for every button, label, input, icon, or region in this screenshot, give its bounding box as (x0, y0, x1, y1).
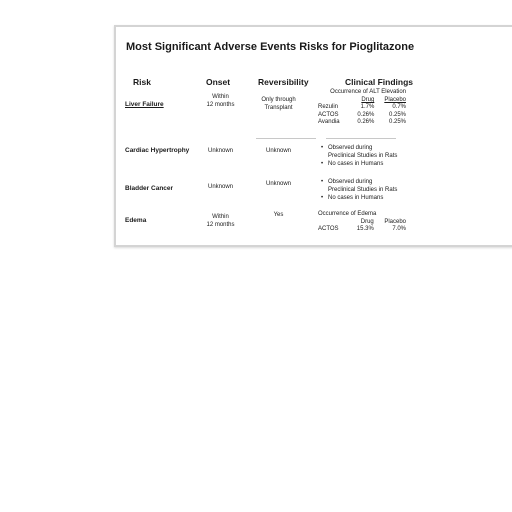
findings-caption: Occurrence of ALT Elevation (330, 89, 406, 95)
findings-table (318, 97, 406, 127)
header-onset: Onset (206, 77, 231, 87)
risk-edema: Edema (125, 217, 147, 224)
placebo-value: 7.0% (392, 226, 406, 233)
reversibility-bladder-cancer: Unknown (265, 181, 291, 187)
row-divider (326, 138, 396, 139)
reversibility-edema: Yes (273, 212, 284, 218)
drug-value: 15.3% (356, 226, 374, 233)
header-reversibility: Reversibility (258, 77, 309, 87)
findings-table (318, 219, 406, 234)
row-label: Avandia (318, 119, 340, 126)
header-risk: Risk (133, 77, 151, 87)
column-header: Drug (360, 218, 374, 225)
drug-value: 0.26% (357, 111, 375, 118)
onset-cardiac-hypertrophy: Unknown (207, 148, 233, 154)
placebo-value: 0.25% (388, 111, 406, 118)
placebo-value: 0.25% (388, 119, 406, 126)
risk-cardiac-hypertrophy: Cardiac Hypertrophy (125, 147, 190, 154)
risk-liver-failure: Liver Failure (125, 101, 164, 108)
slide (114, 25, 512, 247)
findings-edema (318, 211, 406, 234)
findings-bullets (321, 179, 409, 202)
bullet-item: • Observed during Preclinical Studies in Rats (321, 145, 409, 161)
bullet-item: • No cases in Humans (321, 161, 409, 169)
risk-bladder-cancer: Bladder Cancer (125, 185, 174, 192)
table-row (318, 112, 406, 120)
table-row (318, 226, 406, 234)
column-header: Placebo (384, 96, 406, 103)
column-header: Placebo (384, 218, 406, 225)
onset-bladder-cancer: Unknown (207, 184, 233, 190)
row-label: Rezulin (318, 104, 339, 111)
findings-caption: Occurrence of Edema (318, 211, 377, 217)
onset-liver-failure: Within 12 months (206, 94, 235, 108)
findings-cardiac-hypertrophy (321, 145, 409, 168)
drug-value: 0.26% (357, 119, 375, 126)
reversibility-cardiac-hypertrophy: Unknown (265, 148, 291, 154)
bullet-item: • Observed during Preclinical Studies in Rats (321, 179, 409, 195)
findings-bullets (321, 145, 409, 168)
onset-edema: Within 12 months (206, 214, 235, 228)
row-label: ACTOS (318, 111, 339, 118)
reversibility-liver-failure: Only through Transplant (261, 97, 296, 111)
slide-title: Most Significant Adverse Events Risks for Pioglitazone (126, 41, 415, 53)
row-divider (256, 138, 316, 139)
drug-value: 1.7% (360, 104, 375, 111)
header-clinical-findings: Clinical Findings (345, 77, 414, 87)
table-row (318, 119, 406, 127)
row-label: ACTOS (318, 226, 339, 233)
placebo-value: 0.7% (392, 104, 406, 111)
findings-bladder-cancer (321, 179, 409, 202)
column-header: Drug (361, 96, 375, 103)
bullet-item: • No cases in Humans (321, 195, 409, 203)
findings-liver-failure (318, 89, 406, 127)
table-row (318, 104, 406, 112)
